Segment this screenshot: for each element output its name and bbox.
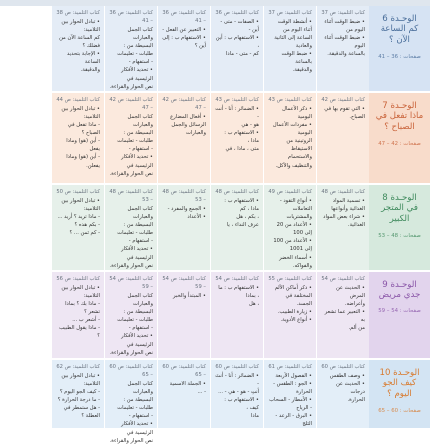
book-reference: كتاب التلميذ: ص 55 <box>268 276 312 282</box>
unit-cell <box>369 93 430 185</box>
objective-line: • الفصول الأربعة <box>275 373 312 380</box>
content-cell <box>157 93 210 185</box>
objective-line: • تحديد الأفكار الرئيسية في <box>121 246 153 261</box>
unit-pages: صفحات : 60 – 65 <box>378 407 421 414</box>
objective-line: • تحديد الأفكار الرئيسية في <box>121 421 153 436</box>
objective-line: - استفهام - <box>128 325 153 332</box>
content-cell <box>210 360 263 430</box>
objective-line: البسيطة من : طلبات - تعليمات <box>117 309 153 324</box>
book-reference: كتاب التلميذ: ص 54 <box>215 276 259 282</box>
table-row <box>0 360 430 444</box>
content-cell <box>157 360 210 430</box>
objective-line: • ضبط الوقت بالساعة <box>281 51 312 66</box>
content-cell <box>210 93 263 185</box>
book-reference: كتاب التلميذ: ص 42 <box>321 97 365 103</box>
table-row <box>0 6 430 93</box>
book-reference: كتاب التلميذ: ص 61 <box>268 364 312 370</box>
book-reference: كتاب التلميذ: ص 60 – 65 <box>162 364 206 379</box>
book-reference: كتاب التلميذ: ص 48 <box>321 189 365 195</box>
objective-line: • التعبير عن الفعل - <box>162 27 206 34</box>
objective-line: • التي تقوم بها في <box>324 106 365 113</box>
objective-line: البسيطة من : طلبات - تعليمات <box>117 222 153 237</box>
objective-line: - استفهام - <box>128 59 153 66</box>
book-reference: كتاب التلميذ: ص 60 <box>215 364 259 370</box>
content-cell <box>51 360 104 430</box>
objective-line: • الأعداد من 100 إلى 1001 <box>273 238 312 253</box>
table-row <box>0 185 430 272</box>
objective-line: • ضبط الوقت أثناء اليوم <box>324 35 365 50</box>
objective-line: • أنشطة الوقت أثناء اليوم من <box>277 19 312 34</box>
objective-line: - كيف الجو اليوم ؟ <box>59 389 100 396</box>
objective-line: • ضبط الوقت أثناء اليوم من <box>324 19 365 34</box>
content-cell <box>210 272 263 360</box>
objective-line: • تحديد الأفكار الرئيسية في <box>121 67 153 82</box>
content-cell <box>51 185 104 272</box>
objective-line: • الحديث عن درجات <box>335 381 365 396</box>
unit-pages: صفحات : 36 – 41 <box>378 53 421 60</box>
table-row <box>0 272 430 360</box>
objective-line: - كم ثمن ... ؟ <box>69 230 100 237</box>
content-cell <box>157 6 210 93</box>
content-cell <box>51 272 104 360</box>
objective-line: الصباح. <box>349 114 365 121</box>
objective-line: كم الساعة الآن من فضلك ؟ <box>59 35 100 50</box>
objective-line: • الصفات - متى - أين - <box>220 19 259 34</box>
objective-line: من ألم. <box>348 325 365 332</box>
objective-line: الغذائية. <box>347 222 365 229</box>
objective-line: متى ، ماذا ، في <box>225 146 259 153</box>
book-reference: كتاب التلميذ: ص 48 <box>215 189 259 195</box>
book-reference: كتاب التلميذ: ص 37 <box>321 10 365 16</box>
objective-line: ، هل <box>249 301 259 308</box>
content-cell <box>316 272 369 360</box>
objective-line: الجسد. <box>296 301 312 308</box>
objective-line: نص الحوار والقراءة. <box>109 170 153 177</box>
objective-line: والدقيقة. <box>292 67 312 74</box>
objective-line: ، بكم ، هل <box>236 214 259 221</box>
content-cell <box>210 6 263 93</box>
objective-line: - استفهام - <box>128 238 153 245</box>
objective-line: ماذا <box>250 413 259 420</box>
content-cell <box>157 185 210 272</box>
content-cell <box>104 6 157 93</box>
objective-line: • الاستفهام ب : إلى أين ؟ <box>162 35 206 50</box>
objective-line: كتاب الجمل والعبارات <box>127 27 153 42</box>
content-cell <box>263 185 316 272</box>
objective-line: • الجمع والمفرد - <box>167 206 206 213</box>
content-cell <box>263 6 316 93</box>
unit-number: الوحـدة 9 <box>382 280 417 290</box>
content-cell <box>104 360 157 444</box>
objective-line: - أشعر ب ... <box>72 317 100 324</box>
book-reference: كتاب التلميذ: ص 50 <box>56 189 100 195</box>
objective-line: والاستحمام والتنظيف والأكل. <box>275 154 312 169</box>
objective-line: - أين (هو) وماذا يفعلن. <box>66 154 100 169</box>
objective-line: • الاستفهام ب : ما ، بماذا <box>218 285 259 300</box>
objective-line: أنتِ - هو - هي - ... <box>218 389 259 396</box>
objective-line: • شراء بعض المواد <box>323 214 365 221</box>
objective-line: الرسائل والجمل والعبارات <box>171 122 206 137</box>
objective-line: - استفهام - <box>128 146 153 153</box>
objective-line: • ذكر أماكن الألم المختلفة في <box>274 285 312 300</box>
book-reference: كتاب التلميذ: ص 38 <box>56 10 100 16</box>
unit-number: الوحـدة 6 <box>382 14 417 24</box>
objective-line: الساعة إلى الثانية والعادية <box>274 35 312 50</box>
objective-line: عرف النداء ، يا <box>226 222 259 229</box>
objective-line: • تبادل الحوار بين التلاميذ: <box>61 198 100 213</box>
objective-line: نص الحوار والقراءة. <box>109 83 153 90</box>
content-cell <box>210 185 263 272</box>
book-reference: كتاب التلميذ: ص 60 <box>321 364 365 370</box>
book-reference: كتاب التلميذ: ص 48 – 53 <box>162 189 206 204</box>
book-reference: كتاب التلميذ: ص 49 <box>268 189 312 195</box>
content-cell <box>51 93 104 185</box>
objective-line: • الاستفهام ب : ماذا ، كم <box>224 198 259 213</box>
unit-title: كيف الجو اليوم ؟ <box>382 378 417 400</box>
book-reference: كتاب التلميذ: ص 54 – 59 <box>109 276 153 291</box>
objective-line: - ماذا يقول الطبيب ؟ <box>59 325 100 340</box>
objective-line: • الحديث عن المرض <box>335 285 365 300</box>
book-reference: كتاب التلميذ: ص 54 <box>321 276 365 282</box>
objective-line: • الجملة الاسمية <box>169 381 206 388</box>
book-reference: كتاب التلميذ: ص 37 <box>268 10 312 16</box>
objective-line: نص الحوار والقراءة. <box>109 437 153 444</box>
objective-line: • تسمية المواد <box>332 198 365 205</box>
objective-line: • أنواع الأدوية. <box>280 317 312 324</box>
objective-line: - هل ستمطر في العطلة ؟ <box>63 405 100 420</box>
objective-line: - ... <box>197 389 206 396</box>
content-cell <box>316 6 369 93</box>
objective-line: نص الحوار والقراءة. <box>109 349 153 356</box>
book-reference: كتاب التلميذ: ص 43 <box>215 97 259 103</box>
objective-line: هو - هي <box>241 122 259 129</box>
objective-line: • الضمائر : أنا - أنت - <box>215 106 259 121</box>
book-reference: كتاب التلميذ: ص 56 <box>56 276 100 282</box>
objective-line: - ماذا بك ؟ بماذا تشعر ؟ <box>65 301 100 316</box>
objective-line: • زيارة الطبيب. <box>277 309 312 316</box>
content-cell <box>316 185 369 272</box>
objective-line: كتاب الجمل والعبارات <box>127 206 153 221</box>
objective-line: • تحديد الأفكار الرئيسية في <box>121 333 153 348</box>
objective-line: الحرارة. <box>347 397 365 404</box>
table-row <box>0 93 430 185</box>
book-reference: كتاب التلميذ: ص 36 <box>215 10 259 16</box>
book-reference: كتاب التلميذ: ص 60 – 65 <box>109 364 153 379</box>
unit-pages: صفحات : 54 – 59 <box>378 308 421 315</box>
content-cell <box>316 360 369 430</box>
objective-line: • مفردات الأعمال اليومية <box>272 122 312 137</box>
unit-cell <box>369 6 430 93</box>
objective-line: • الإجابة بتحديد الساعة <box>66 51 100 66</box>
content-cell <box>263 272 316 360</box>
objective-line: • الضمائر : أنا - أنتَ - <box>215 373 259 388</box>
objective-line: نص الحوار والقراءة. <box>109 262 153 269</box>
unit-pages: صفحات : 42 – 47 <box>378 140 421 147</box>
objective-line: - ما درجة الحرارة ؟ <box>57 397 100 404</box>
objective-line: الغذائية وأنواعها <box>331 206 365 213</box>
book-reference: كتاب التلميذ: ص 36 – 41 <box>109 10 153 25</box>
unit-title: ماذا تفعل في الصباح ؟ <box>375 111 424 133</box>
book-reference: كتاب التلميذ: ص 43 <box>268 97 312 103</box>
objective-line: كتاب الجمل والعبارات <box>127 381 153 396</box>
book-reference: كتاب التلميذ: ص 48 – 53 <box>109 189 153 204</box>
objective-line: البسيطة من : طلبات - تعليمات <box>117 43 153 58</box>
content-cell <box>263 93 316 185</box>
book-reference: كتاب التلميذ: ص 54 – 59 <box>162 276 206 291</box>
objective-line: - استفهام - <box>128 413 153 420</box>
objective-line: • البرق - الرعد - الثلج <box>275 413 312 428</box>
objective-line: • وصف الطقس <box>329 373 365 380</box>
book-reference: كتاب التلميذ: ص 42 – 47 <box>162 97 206 112</box>
objective-line: كم - متى - ماذا <box>225 51 259 58</box>
objective-line: - ماذا تفعل في الصباح ؟ <box>67 122 100 137</box>
objective-line: كتاب الجمل والعبارات <box>127 114 153 129</box>
unit-cell <box>369 272 430 360</box>
unit-title: جدي مريض <box>378 290 421 301</box>
objective-line: • ذكر الأعمال اليومية <box>282 106 312 121</box>
objective-line: • تبادل الحوار بين التلاميذ: <box>61 106 100 121</box>
unit-number: الوحـدة 10 <box>379 368 420 378</box>
unit-title: في المتجر الكبير <box>381 203 418 225</box>
objective-line: الروتينية من الاستيقاظ <box>286 138 312 153</box>
objective-line: • الجو : الطقس - الحرارة <box>273 381 312 396</box>
unit-pages: صفحات : 48 – 53 <box>378 232 421 239</box>
content-cell <box>157 272 210 360</box>
objective-line: وأعراضه. <box>344 301 365 308</box>
objective-line: - أين (هو) وماذا يفعل <box>66 138 100 153</box>
content-cell <box>104 272 157 360</box>
objective-line: • أفعال المضارع <box>170 114 206 121</box>
objective-line: • أنواع التقود - التعاملات <box>279 198 312 213</box>
objective-line: • الأمطار - السحاب - الرياح <box>269 397 312 412</box>
objective-line: البسيطة من : طلبات - تعليمات <box>117 397 153 412</box>
unit-cell <box>369 360 430 430</box>
book-reference: كتاب التلميذ: ص 42 – 47 <box>109 97 153 112</box>
objective-line: • أسماء الخضر والفواكه. <box>279 254 312 269</box>
book-reference: كتاب التلميذ: ص 62 <box>56 364 100 370</box>
unit-cell <box>369 185 430 272</box>
unit-title: كم الساعة الآن ؟ <box>380 24 419 46</box>
book-reference: كتاب التلميذ: ص 36 – 41 <box>162 10 206 25</box>
content-cell <box>51 6 104 93</box>
objective-line: • تحديد الأفكار الرئيسية في <box>121 154 153 169</box>
objective-line: • الأعداد <box>187 214 206 221</box>
objective-line: • تبادل الحوار بين التلاميذ: <box>61 285 100 300</box>
content-cell <box>263 360 316 430</box>
unit-number: الوحـدة 7 <box>382 101 417 111</box>
book-reference: كتاب التلميذ: ص 44 <box>56 97 100 103</box>
objective-line: • تبادل الحوار بين التلاميذ: <box>61 373 100 388</box>
unit-number: الوحـدة 8 <box>382 193 417 203</box>
objective-line: • المبتدأ والخبر <box>173 293 206 300</box>
objective-line: - ماذا تريد ؟ أريد ... <box>57 214 100 221</box>
objective-line: • الاستفهام ب : كيف ، <box>224 397 259 412</box>
objective-line: والدقيقة. <box>80 67 100 74</box>
objective-line: • الأعداد من 20 إلى 100 <box>276 222 312 237</box>
objective-line: بالساعة والدقيقة. <box>327 51 365 58</box>
objective-line: كتاب الجمل والعبارات <box>127 293 153 308</box>
objective-line: - بكم هذه ؟ <box>74 222 100 229</box>
objective-line: • التعبير عما تشعر به <box>324 309 365 324</box>
content-cell <box>104 185 157 272</box>
objective-line: البسيطة من : طلبات - تعليمات <box>117 130 153 145</box>
objective-line: • الاستفهام ب : ماذا ، <box>224 130 259 145</box>
objective-line: • الاستفهام ب : أين ، <box>215 35 259 50</box>
objective-line: والمشتريات <box>286 214 312 221</box>
content-cell <box>104 93 157 185</box>
content-cell <box>316 93 369 185</box>
objective-line: • تبادل الحوار بين التلاميذ: <box>61 19 100 34</box>
